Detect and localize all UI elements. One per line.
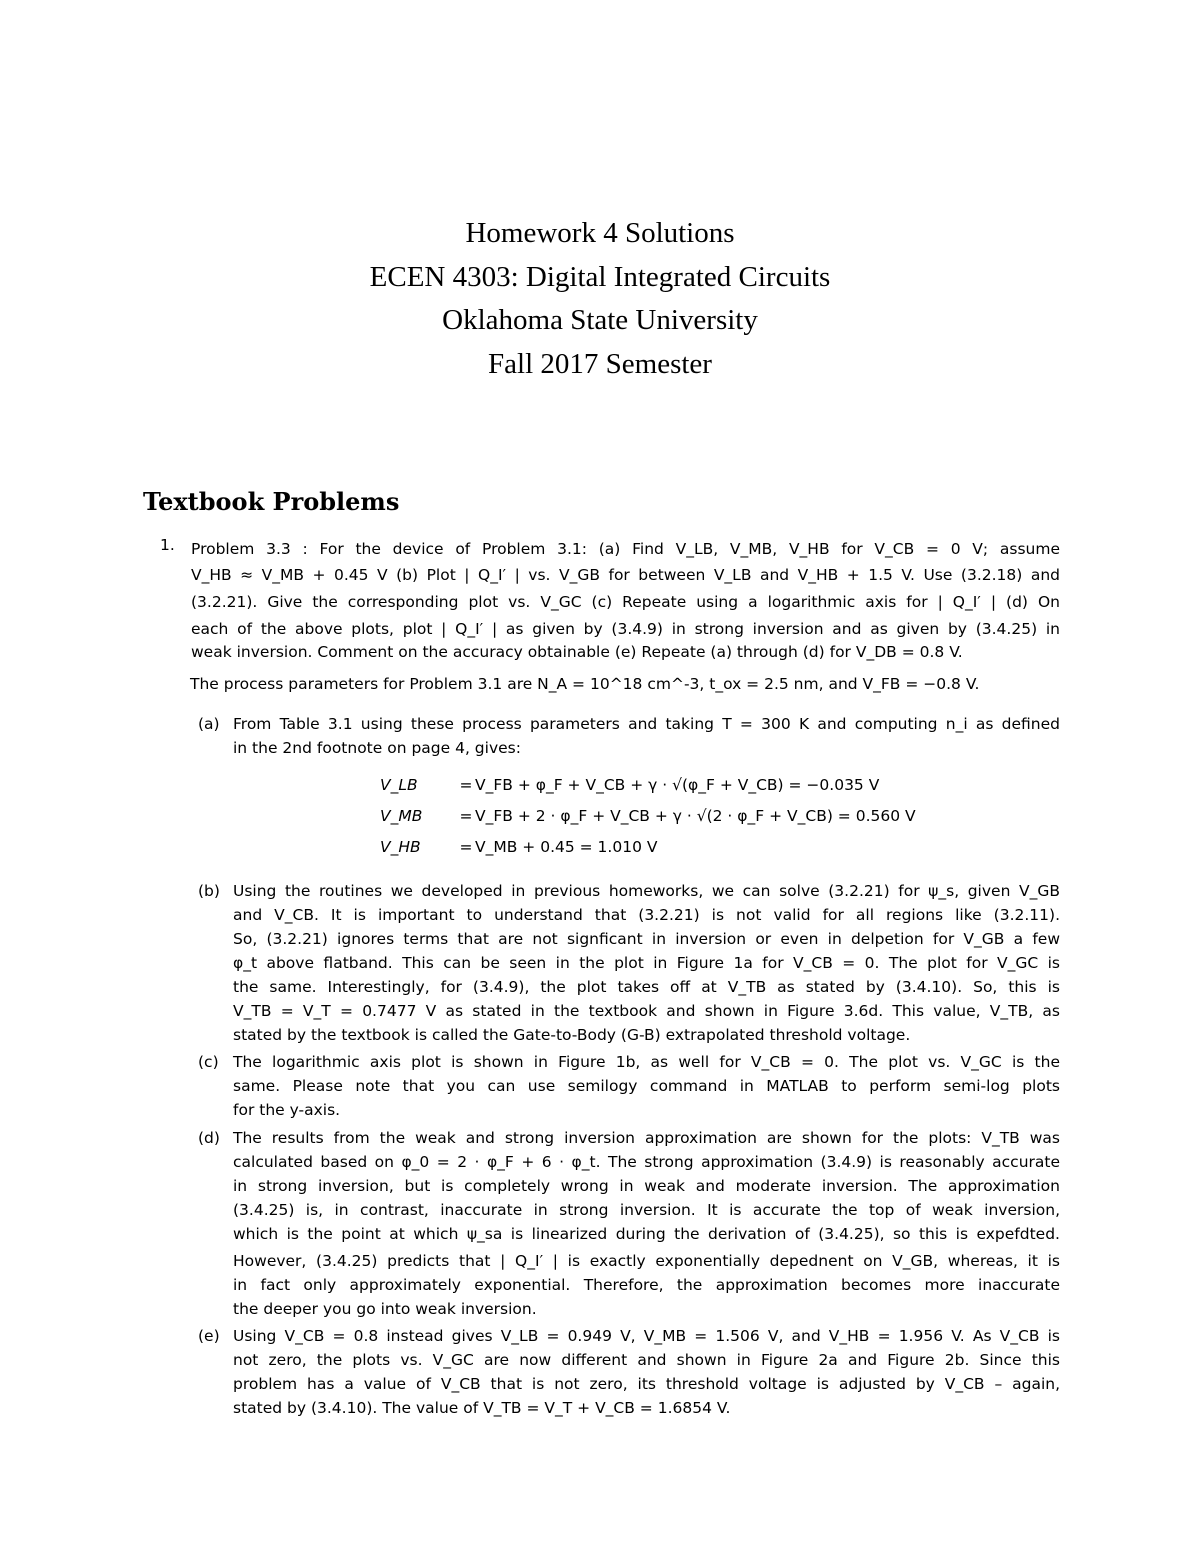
equation-equals: = [459, 776, 473, 794]
equation-equals: = [459, 838, 473, 856]
equation-row [380, 805, 940, 833]
part-line: φ_t above flatband. This can be seen in the plot in Figure 1a for V_CB = 0. The plot for V_GC is [233, 954, 1060, 972]
part-line: not zero, the plots vs. V_GC are now different and shown in Figure 2a and Figure 2b. Since this [233, 1351, 1060, 1369]
part-line: which is the point at which ψ_sa is linearized during the derivation of (3.4.25), so this is expefdted. [233, 1225, 1060, 1243]
part-line: The results from the weak and strong inversion approximation are shown for the plots: V_TB was [233, 1129, 1060, 1147]
part-line: V_TB = V_T = 0.7477 V as stated in the textbook and shown in Figure 3.6d. This value, V_TB, as [233, 1002, 1060, 1020]
part-line: Using V_CB = 0.8 instead gives V_LB = 0.949 V, V_MB = 1.506 V, and V_HB = 1.956 V. As V_CB is [233, 1327, 1060, 1345]
title-semester: Fall 2017 Semester [488, 347, 712, 380]
part-line: So, (3.2.21) ignores terms that are not signficant in inversion or even in delpetion for V_GB a few [233, 930, 1060, 948]
part-line: From Table 3.1 using these process parameters and taking T = 300 K and computing n_i as defined [233, 715, 1060, 733]
part-line: and V_CB. It is important to understand that (3.2.21) is not valid for all regions like (3.2.11). [233, 906, 1060, 924]
title-course: ECEN 4303: Digital Integrated Circuits [369, 260, 831, 293]
part-line: (3.4.25) is, in contrast, inaccurate in strong inversion. It is accurate the top of weak inversion, [233, 1201, 1060, 1219]
part-label: (b) [198, 882, 220, 900]
part-line: in the 2nd footnote on page 4, gives: [233, 739, 521, 757]
part-line: same. Please note that you can use semilogy command in MATLAB to perform semi-log plots [233, 1077, 1060, 1095]
section-heading: Textbook Problems [143, 487, 400, 516]
part-line: However, (3.4.25) predicts that | Q_I′ | is exactly exponentially depednent on V_GB, whereas, it is [233, 1252, 1060, 1270]
part-line: The logarithmic axis plot is shown in Figure 1b, as well for V_CB = 0. The plot vs. V_GC is the [233, 1053, 1060, 1071]
process-parameters: The process parameters for Problem 3.1 are N_A = 10^18 cm^-3, t_ox = 2.5 nm, and V_FB = −0.8 V. [190, 675, 980, 693]
equation-rhs: V_FB + 2 · φ_F + V_CB + γ · √(2 · φ_F + V_CB) = 0.560 V [475, 807, 916, 825]
part-line: in fact only approximately exponential. Therefore, the approximation becomes more inaccurate [233, 1276, 1060, 1294]
equation-rhs: V_MB + 0.45 = 1.010 V [475, 838, 658, 856]
problem-line: (3.2.21). Give the corresponding plot vs. V_GC (c) Repeate using a logarithmic axis for | Q_I′ | (d) On [191, 593, 1060, 611]
equation-lhs: V_MB [380, 807, 423, 825]
equation-lhs: V_HB [380, 838, 421, 856]
equation-rhs: V_FB + φ_F + V_CB + γ · √(φ_F + V_CB) = −0.035 V [475, 776, 880, 794]
part-line: the deeper you go into weak inversion. [233, 1300, 537, 1318]
problem-number: 1. [160, 536, 175, 554]
part-line: problem has a value of V_CB that is not zero, its threshold voltage is adjusted by V_CB – again, [233, 1375, 1060, 1393]
part-line: the same. Interestingly, for (3.4.9), the plot takes off at V_TB as stated by (3.4.10). So, this is [233, 978, 1060, 996]
title-block [0, 212, 1200, 386]
title-homework: Homework 4 Solutions [465, 217, 735, 249]
part-line: calculated based on φ_0 = 2 · φ_F + 6 · φ_t. The strong approximation (3.4.9) is reasonably accurate [233, 1153, 1060, 1171]
part-line: stated by (3.4.10). The value of V_TB = V_T + V_CB = 1.6854 V. [233, 1399, 731, 1417]
part-label: (d) [198, 1129, 220, 1147]
title-university: Oklahoma State University [442, 304, 758, 336]
equation-row [380, 774, 940, 802]
part-line: Using the routines we developed in previous homeworks, we can solve (3.2.21) for ψ_s, given V_GB [233, 882, 1060, 900]
part-line: for the y-axis. [233, 1101, 341, 1119]
part-label: (e) [198, 1327, 220, 1345]
part-label: (a) [198, 715, 220, 733]
equation-lhs: V_LB [380, 776, 418, 794]
problem-line: each of the above plots, plot | Q_I′ | as given by (3.4.9) in strong inversion and as given by (3.4.25) in [191, 620, 1060, 638]
problem-line: Problem 3.3 : For the device of Problem 3.1: (a) Find V_LB, V_MB, V_HB for V_CB = 0 V; assume [191, 540, 1060, 558]
part-label: (c) [198, 1053, 219, 1071]
part-line: in strong inversion, but is completely wrong in weak and moderate inversion. The approximation [233, 1177, 1060, 1195]
problem-line: weak inversion. Comment on the accuracy obtainable (e) Repeate (a) through (d) for V_DB = 0.8 V. [191, 643, 963, 661]
equation-row [380, 836, 940, 864]
problem-line: V_HB ≈ V_MB + 0.45 V (b) Plot | Q_I′ | vs. V_GB for between V_LB and V_HB + 1.5 V. Use (3.2.18) and [191, 566, 1060, 584]
equation-equals: = [459, 807, 473, 825]
part-line: stated by the textbook is called the Gate-to-Body (G-B) extrapolated threshold voltage. [233, 1026, 911, 1044]
